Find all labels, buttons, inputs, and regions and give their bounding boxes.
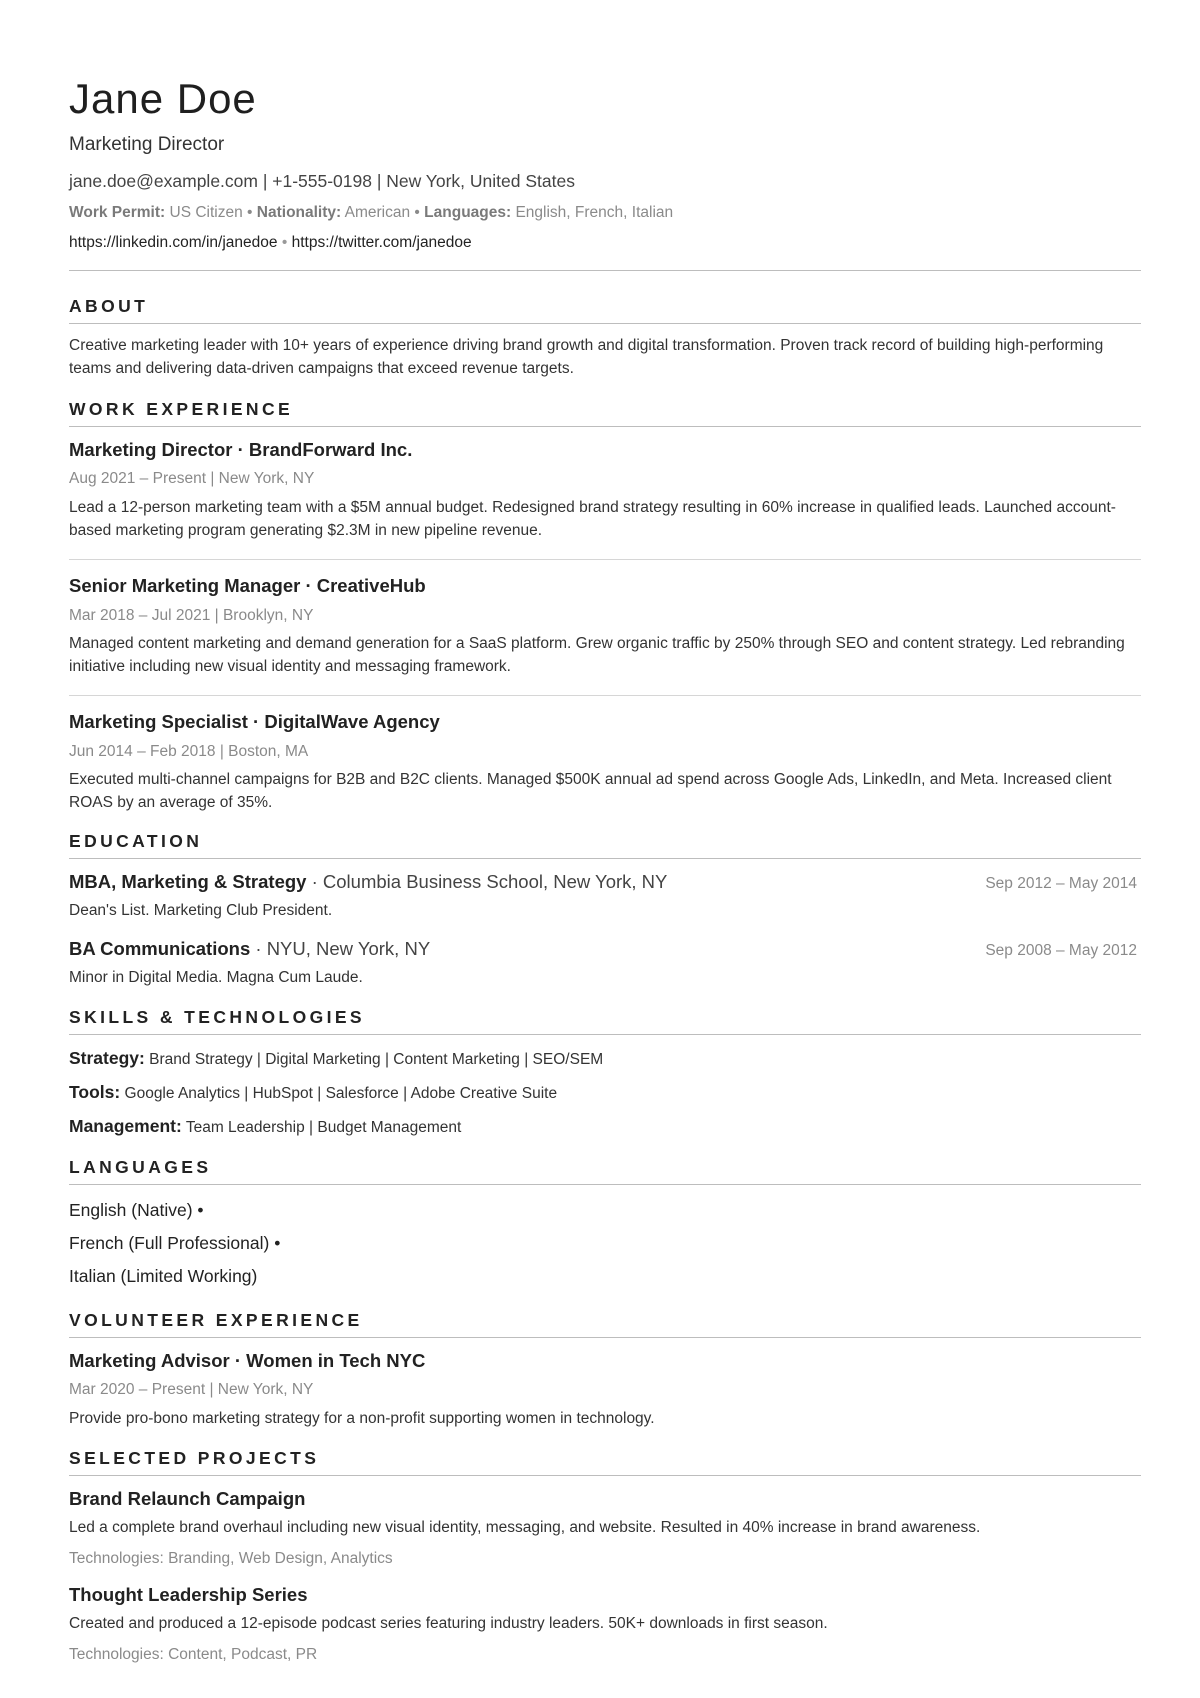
project-title: Brand Relaunch Campaign [69, 1488, 306, 1509]
nationality-label: Nationality: [256, 204, 342, 221]
section-title-about: ABOUT [69, 296, 149, 316]
candidate-title: Marketing Director [69, 134, 225, 155]
skill-row [69, 1081, 557, 1105]
job-dates-location: Mar 2018 – Jul 2021 | Brooklyn, NY [69, 607, 314, 624]
section-divider [69, 1337, 1141, 1338]
section-title-projects: SELECTED PROJECTS [69, 1448, 320, 1468]
skill-category: Management: [69, 1116, 182, 1136]
skill-list: Team Leadership | Budget Management [185, 1119, 462, 1136]
section-title-volunteer: VOLUNTEER EXPERIENCE [69, 1310, 363, 1330]
language-item: French (Full Professional) • [69, 1233, 281, 1253]
contact-line: jane.doe@example.com | +1-555-0198 | New York, United States [69, 171, 575, 191]
skill-row [69, 1115, 461, 1139]
skill-list: Brand Strategy | Digital Marketing | Content Marketing | SEO/SEM [149, 1051, 604, 1068]
section-title-languages: LANGUAGES [69, 1157, 212, 1177]
job-divider [69, 559, 1141, 560]
education-dates: Sep 2012 – May 2014 [985, 875, 1137, 892]
linkedin-link[interactable]: https://linkedin.com/in/janedoe [69, 234, 278, 251]
job-description: Managed content marketing and demand generation for a SaaS platform. Grew organic traffic by 250% through SEO and content strategy. Led rebranding initiative including new visual identity and messaging framework. [69, 635, 1125, 675]
project-description: Created and produced a 12-episode podcast series featuring industry leaders. 50K+ downloads in first season. [69, 1615, 828, 1632]
links-line [69, 233, 472, 253]
education-note: Minor in Digital Media. Magna Cum Laude. [69, 969, 363, 986]
job-title: Marketing Director · BrandForward Inc. [69, 439, 413, 460]
education-dates: Sep 2008 – May 2012 [985, 942, 1137, 959]
job-description: Lead a 12-person marketing team with a $5M annual budget. Redesigned brand strategy resulting in 60% increase in qualified leads. Launched account-based marketing program generating $2.3M in new pipeline revenue. [69, 499, 1116, 539]
volunteer-title: Marketing Advisor · Women in Tech NYC [69, 1350, 426, 1371]
section-divider [69, 858, 1141, 859]
project-technologies: Technologies: Content, Podcast, PR [69, 1646, 318, 1663]
job-dates-location: Aug 2021 – Present | New York, NY [69, 470, 315, 487]
language-item: Italian (Limited Working) [69, 1266, 258, 1286]
volunteer-description: Provide pro-bono marketing strategy for a non-profit supporting women in technology. [69, 1410, 655, 1427]
job-dates-location: Jun 2014 – Feb 2018 | Boston, MA [69, 743, 309, 760]
section-divider [69, 1184, 1141, 1185]
volunteer-dates-location: Mar 2020 – Present | New York, NY [69, 1381, 314, 1398]
section-title-work: WORK EXPERIENCE [69, 399, 294, 419]
education-note: Dean's List. Marketing Club President. [69, 902, 333, 919]
job-description: Executed multi-channel campaigns for B2B and B2C clients. Managed $500K annual ad spend across Google Ads, LinkedIn, and Meta. Increased client ROAS by an average of 35%. [69, 771, 1112, 811]
twitter-link[interactable]: https://twitter.com/janedoe [291, 234, 472, 251]
skill-category: Strategy: [69, 1048, 145, 1068]
section-title-education: EDUCATION [69, 831, 203, 851]
skill-category: Tools: [69, 1082, 121, 1102]
section-divider [69, 1475, 1141, 1476]
job-divider [69, 695, 1141, 696]
header-divider [69, 270, 1141, 271]
candidate-name: Jane Doe [69, 75, 257, 122]
education-degree: BA Communications [69, 938, 251, 959]
languages-label: Languages: [424, 204, 512, 221]
education-entry [69, 937, 1137, 961]
section-divider [69, 1034, 1141, 1035]
section-title-skills: SKILLS & TECHNOLOGIES [69, 1007, 365, 1027]
meta-line [69, 203, 673, 223]
education-institution: · Columbia Business School, New York, NY [306, 871, 668, 892]
meta-separator: • [247, 204, 253, 221]
section-divider [69, 426, 1141, 427]
nationality-value: American [344, 204, 411, 221]
links-separator: • [281, 234, 288, 251]
job-title: Senior Marketing Manager · CreativeHub [69, 575, 426, 596]
work-permit-value: US Citizen [169, 204, 243, 221]
section-divider [69, 323, 1141, 324]
project-description: Led a complete brand overhaul including new visual identity, messaging, and website. Resulted in 40% increase in brand awareness. [69, 1519, 981, 1536]
project-technologies: Technologies: Branding, Web Design, Analytics [69, 1550, 393, 1567]
skill-row [69, 1047, 603, 1071]
education-institution: · NYU, New York, NY [250, 938, 431, 959]
skill-list: Google Analytics | HubSpot | Salesforce | Adobe Creative Suite [124, 1085, 558, 1102]
education-degree: MBA, Marketing & Strategy [69, 871, 307, 892]
language-item: English (Native) • [69, 1200, 204, 1220]
project-title: Thought Leadership Series [69, 1584, 308, 1605]
education-entry [69, 870, 1137, 894]
work-permit-label: Work Permit: [69, 204, 166, 221]
job-title: Marketing Specialist · DigitalWave Agency [69, 711, 440, 732]
languages-value: English, French, Italian [515, 204, 674, 221]
about-text: Creative marketing leader with 10+ years of experience driving brand growth and digital transformation. Proven track record of building high-performing teams and delivering data-driven campaigns that exceed revenue targets. [69, 337, 1104, 377]
meta-separator: • [414, 204, 420, 221]
